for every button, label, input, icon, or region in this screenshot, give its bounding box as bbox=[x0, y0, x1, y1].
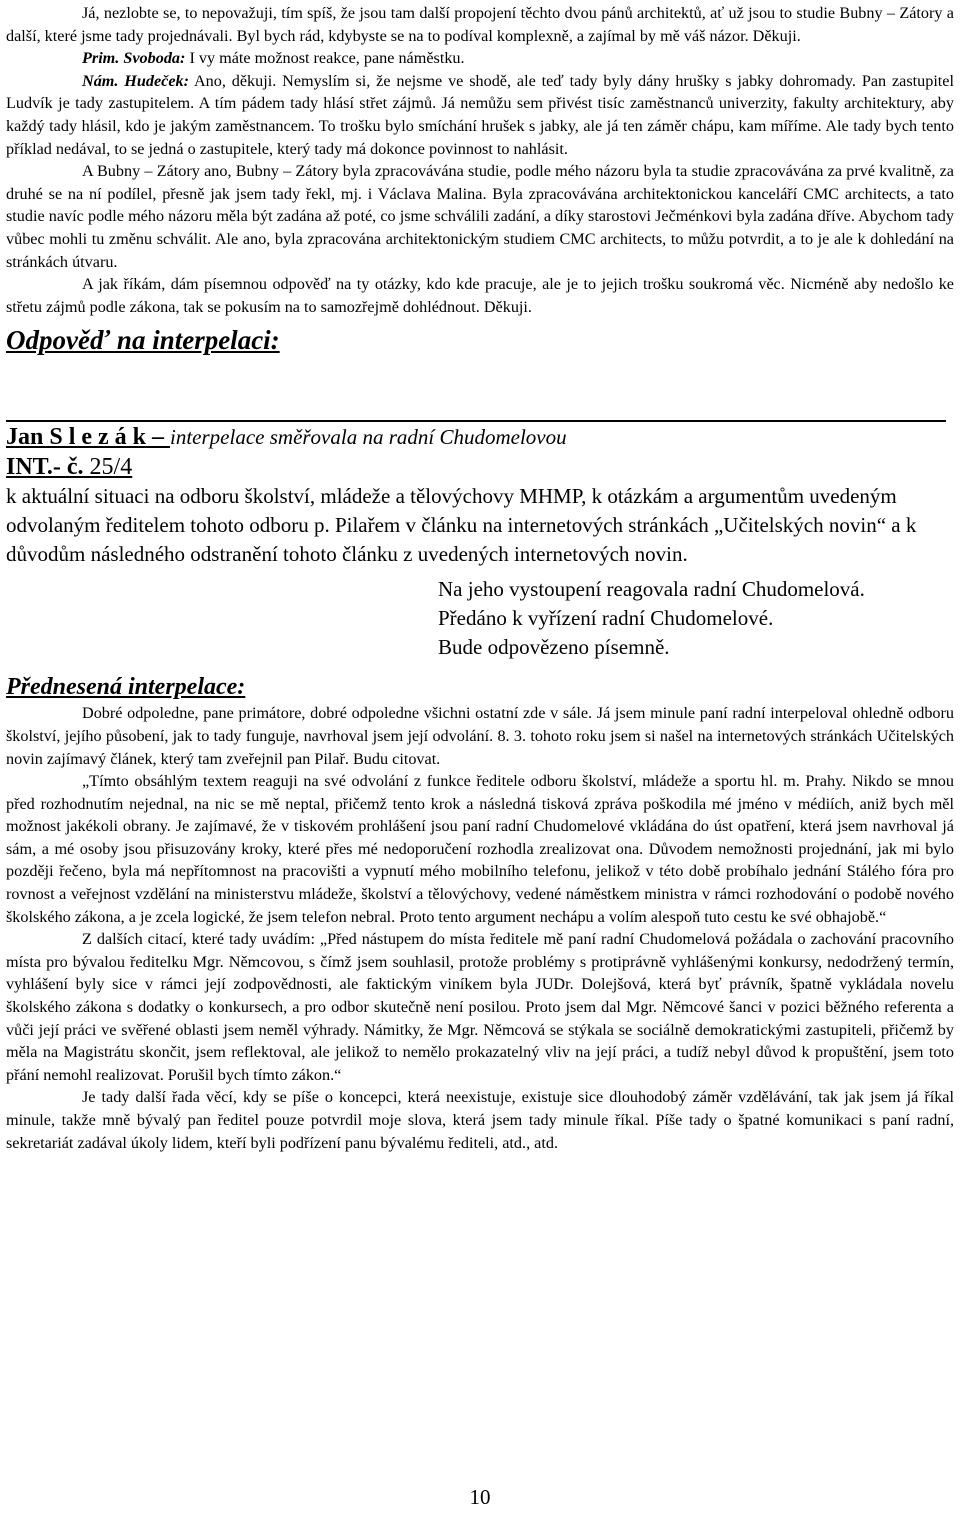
paragraph-intro: Já, nezlobte se, to nepovažuji, tím spíš, že jsou tam další propojení těchto dvou pánů architektů, ať už jsou to studie Bubny – Zátory a další, které jsme tady projednávali. Byl bych rád, kdybyste se na to podíval komplexně, a zajímal by mě váš názor. Děkuji. bbox=[6, 4, 954, 45]
body-paragraph: Dobré odpoledne, pane primátore, dobré odpoledne všichni ostatní zde v sále. Já jsem minule paní radní interpeloval ohledně odboru školství, jejího působení, jak to tady funguje, navrhoval jsem její odvolání. 8. 3. tohoto roku jsem si našel na internetových stránkách Učitelských novin zajímavý článek, který tam zveřejnil pan Pilař. Budu citovat. bbox=[6, 704, 954, 768]
body-paragraph: Je tady další řada věcí, kdy se píše o koncepci, která neexistuje, existuje sice dlouhodobý záměr vzdělávání, tak jak jsem já říkal minule, takže mně bývalý pan ředitel pouze potvrdil moje slova, která jsem tady minule říkal. Píše tady o špatné komunikaci s paní radní, sekretariát zadával úkoly lidem, kteří byli podřízení panu bývalému řediteli, atd., atd. bbox=[6, 1088, 954, 1152]
speaker-text: Ano, děkuji. Nemyslím si, že nejsme ve shodě, ale teď tady byly dány hrušky s jabky dohromady. Pan zastupitel Ludvík je tady zastupitelem. A tím pádem tady hlásí střet zájmů. Já nemůžu sem přivést tisíc zaměstnanců univerzity, fakulty architektury, aby každý tady hlásil, kdo je jakým zaměstnancem. To trošku bylo smíchání hrušek s jabky, ale já ten záměr chápu, kam míříme. Ale tady bych tento příklad nedával, to se jedná o zastupitele, který tady má dokonce povinnost to nahlásit. bbox=[6, 71, 954, 158]
interpelace-subject: k aktuální situaci na odboru školství, mládeže a tělovýchovy MHMP, k otázkám a argumentům uvedeným odvolaným ředitelem tohoto odboru p. Pilařem v článku na internetových stránkách „Učitelských novin“ a k důvodům následného odstranění tohoto článku z uvedených internetových novin. bbox=[6, 484, 917, 567]
speaker-line-svoboda bbox=[6, 47, 954, 70]
heading-prednesena: Přednesená interpelace: bbox=[6, 674, 246, 701]
paragraph-pisemna: A jak říkám, dám písemnou odpověď na ty otázky, kdo kde pracuje, ale je to jejich trošku soukromá věc. Nicméně aby nedošlo ke střetu zájmů podle zákona, tak se pokusím na to samozřejmě dohlédnout. Děkuji. bbox=[6, 275, 954, 316]
heading-odpoved: Odpověď na interpelaci: bbox=[6, 325, 280, 356]
paragraph-bubny: A Bubny – Zátory ano, Bubny – Zátory byla zpracovávána studie, podle mého názoru byla ta studie zpracovávána za prvé kvalitně, za druhé se na ní podílel, přesně jak jsem tady řekl, mj. i Václava Malina. Byla zpracovávána architektonickou kanceláří CMC architects, a tato studie navíc podle mého názoru měla být zadána až poté, co jsme schválili zadání, a díky starostovi Ječménkovi byla zadána dříve. Abychom tady vůbec mohli tu změnu schválit. Ale ano, byla zpracována architektonickým studiem CMC architects, to můžu potvrdit, a to je ale k dohledání na stránkách útvaru. bbox=[6, 162, 954, 271]
interpelant-name: Jan S l e z á k bbox=[6, 424, 147, 451]
reaction-line: Bude odpovězeno písemně. bbox=[438, 635, 670, 660]
number-value: 25/4 bbox=[83, 454, 133, 481]
reaction-line: Na jeho vystoupení reagovala radní Chudomelová. bbox=[438, 577, 865, 602]
speaker-line-hudecek bbox=[6, 70, 954, 160]
reaction-line: Předáno k vyřízení radní Chudomelové. bbox=[438, 606, 774, 631]
interpelace-target: interpelace směřovala na radní Chudomelovou bbox=[170, 425, 567, 450]
name-dash: – bbox=[146, 424, 171, 451]
number-prefix: INT.- č. bbox=[6, 454, 84, 481]
page-number: 10 bbox=[469, 1485, 491, 1509]
speaker-name: Prim. Svoboda: bbox=[82, 49, 186, 68]
reaction-block bbox=[438, 575, 954, 662]
body-paragraph: Z dalších citací, které tady uvádím: „Před nástupem do místa ředitele mě paní radní Chudomelová požádala o zachování pracovního místa pro bývalou ředitelku Mgr. Němcovou, s čímž jsem souhlasil, protože problémy s protiprávně vyhlášenými konkursy, nedodržený termín, vyhlášení byly sice v rámci její zodpovědnosti, ale faktickým viníkem byla JUDr. Dolejšová, která byť právník, špatně vykládala novelu školského zákona s dodatky o konkursech, a pro odbor skutečně není posilou. Proto jsem dal Mgr. Němcové šanci v pozici běžného referenta a vůči její práci ve svěřené oblasti jsem neměl výhrady. Námitky, že Mgr. Němcová se stýkala se sociálně demokratickými zastupiteli, přičemž by měla na Magistrátu skončit, jsem reflektoval, ale jelikož to nemělo prokazatelný vliv na její práci, a tudíž nebyl důvod k propuštění, jsem toto přání nemohl realizovat. Porušil bych tímto zákon.“ bbox=[6, 930, 954, 1084]
interpelace-number bbox=[6, 452, 954, 482]
text-column bbox=[6, 2, 954, 1154]
speaker-text: I vy máte možnost reakce, pane náměstku. bbox=[185, 49, 465, 68]
interpelace-header bbox=[6, 422, 954, 452]
body-paragraph: „Tímto obsáhlým textem reaguji na své odvolání z funkce ředitele odboru školství, mládeže a sportu hl. m. Prahy. Nikdo se mnou před rozhodnutím nejednal, na nic se mě neptal, přičemž tento krok a následná tisková zpráva poškodila mé jméno v médiích, aniž bych měl možnost jakékoli obrany. Je zajímavé, že v tiskovém prohlášení jsou paní radní Chudomelové vkládána do úst opatření, která jsem navrhoval já sám, a mé osoby jsou přisuzovány kroky, které přes mé nedoporučení rozhodla zrealizovat ona. Důvodem nemožnosti projednání, jak mi bylo později řečeno, byla má nepřítomnost na pracovišti a vypnutí mého mobilního telefonu, jelikož v této době probíhalo jednání Stálého fóra pro rovnost a veřejnost vzdělání na ministerstvu mládeže, školství a tělovýchovy, vedené náměstkem ministra v rámci rozhodování o podobě nového školského zákona, a je zcela logické, že jsem telefon nebral. Proto tento argument nechápu a volím alespoň tuto cestu ke své obhajobě.“ bbox=[6, 772, 954, 926]
speaker-name: Nám. Hudeček: bbox=[82, 71, 190, 90]
